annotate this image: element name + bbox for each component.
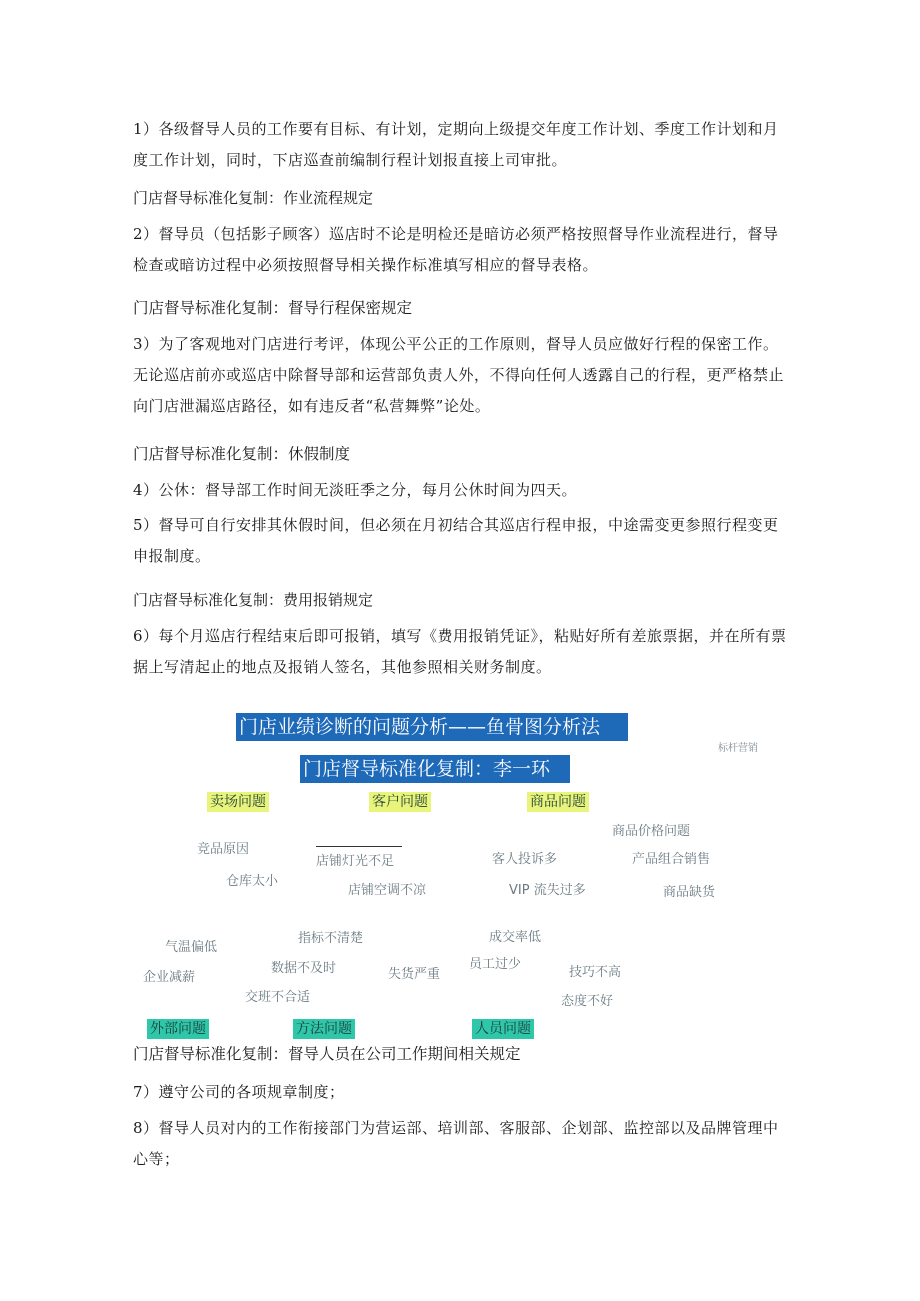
heading-confidentiality: 门店督导标准化复制：督导行程保密规定	[133, 299, 413, 317]
cause-few-staff: 员工过少	[469, 957, 522, 972]
cause-low-temperature: 气温偏低	[165, 940, 218, 955]
paragraph-4: 4）公休：督导部工作时间无淡旺季之分，每月公休时间为四天。	[133, 481, 578, 499]
category-method-issues: 方法问题	[293, 1019, 355, 1039]
category-product-issues: 商品问题	[527, 792, 589, 812]
cause-shift-handover: 交班不合适	[245, 990, 311, 1005]
category-store-issues: 卖场问题	[207, 792, 269, 812]
cause-complaints: 客人投诉多	[492, 852, 558, 867]
paragraph-7: 7）遵守公司的各项规章制度；	[133, 1083, 345, 1101]
category-customer-issues: 客户问题	[369, 792, 431, 812]
cause-low-conversion: 成交率低	[489, 930, 542, 945]
cause-goods-loss: 失货严重	[388, 967, 441, 982]
cause-out-of-stock: 商品缺货	[663, 885, 716, 900]
cause-product-price: 商品价格问题	[612, 824, 691, 839]
paragraph-8: 8）督导人员对内的工作衔接部门为营运部、培训部、客服部、企划部、监控部以及品牌管理中心等；	[133, 1119, 779, 1168]
cause-bundle-sales: 产品组合销售	[632, 852, 711, 867]
paragraph-3: 3）为了客观地对门店进行考评，体现公平公正的工作原则，督导人员应做好行程的保密工作。无论巡店前亦或巡店中除督导部和运营部负责人外，不得向任何人透露自己的行程，更严格禁止向门店泄漏巡店路径，如有违反者“私营舞弊”论处。	[133, 335, 785, 415]
cause-air-conditioning: 店铺空调不凉	[348, 883, 427, 898]
diagram-watermark-tag: 标杆营销	[718, 743, 758, 754]
heading-expenses: 门店督导标准化复制：费用报销规定	[133, 591, 374, 609]
cause-competitor: 竞品原因	[197, 842, 250, 857]
category-external-issues: 外部问题	[147, 1019, 209, 1039]
bone-line	[316, 846, 402, 847]
fishbone-diagram	[0, 700, 920, 1045]
cause-vip-loss: VIP 流失过多	[509, 883, 586, 898]
diagram-title: 门店业绩诊断的问题分析——鱼骨图分析法	[236, 713, 628, 741]
heading-office-rules: 门店督导标准化复制：督导人员在公司工作期间相关规定	[133, 1045, 521, 1063]
category-staff-issues: 人员问题	[472, 1019, 534, 1039]
heading-workflow: 门店督导标准化复制：作业流程规定	[133, 189, 374, 207]
heading-leave: 门店督导标准化复制：休假制度	[133, 445, 351, 463]
cause-small-warehouse: 仓库太小	[226, 874, 279, 889]
paragraph-6: 6）每个月巡店行程结束后即可报销，填写《费用报销凭证》，粘贴好所有差旅票据，并在所有票据上写清起止的地点及报销人签名，其他参照相关财务制度。	[133, 627, 787, 676]
paragraph-5: 5）督导可自行安排其休假时间，但必须在月初结合其巡店行程申报，中途需变更参照行程变更申报制度。	[133, 516, 779, 565]
cause-unclear-targets: 指标不清楚	[298, 931, 364, 946]
paragraph-1: 1）各级督导人员的工作要有目标、有计划，定期向上级提交年度工作计划、季度工作计划和月度工作计划，同时，下店巡查前编制行程计划报直接上司审批。	[133, 120, 779, 169]
cause-salary-cut: 企业减薪	[143, 970, 196, 985]
diagram-subtitle: 门店督导标准化复制：李一环	[300, 755, 570, 783]
cause-low-skill: 技巧不高	[569, 965, 622, 980]
cause-late-data: 数据不及时	[271, 961, 337, 976]
paragraph-2: 2）督导员（包括影子顾客）巡店时不论是明检还是暗访必须严格按照督导作业流程进行，督导检查或暗访过程中必须按照督导相关操作标准填写相应的督导表格。	[133, 225, 779, 274]
cause-lighting: 店铺灯光不足	[316, 854, 395, 869]
cause-bad-attitude: 态度不好	[561, 994, 614, 1009]
